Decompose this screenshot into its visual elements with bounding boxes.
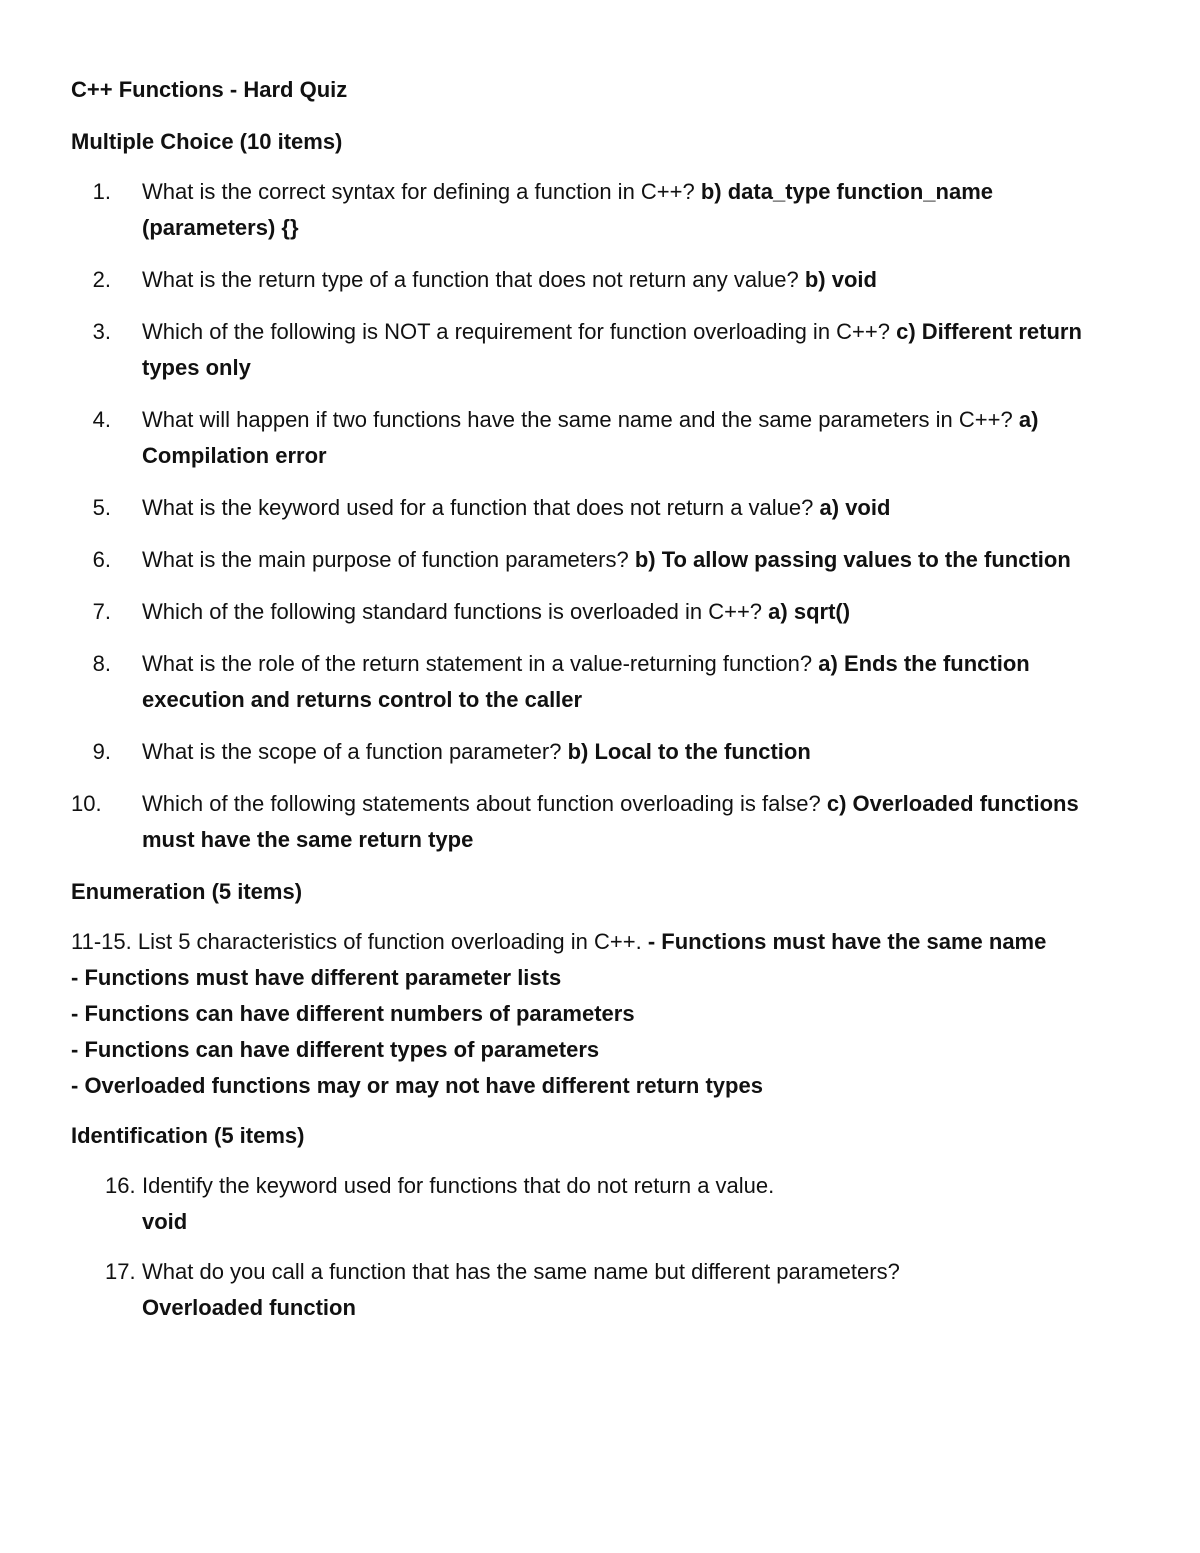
question-item: [71, 490, 1120, 526]
identification-list: [71, 1168, 1120, 1326]
question-text: Which of the following standard functions is overloaded in C++?: [142, 599, 763, 624]
question-number: 8.: [92, 651, 111, 676]
question-text: What do you call a function that has the same name but different parameters?: [142, 1259, 900, 1284]
multiple-choice-heading: Multiple Choice (10 items): [71, 129, 343, 154]
document-title: C++ Functions - Hard Quiz: [71, 77, 348, 102]
answer-text: b) void: [804, 267, 877, 292]
question-number: 1.: [92, 179, 111, 204]
multiple-choice-list: [71, 174, 1120, 858]
enumeration-answer: - Functions must have the same name: [647, 929, 1047, 954]
identification-heading: Identification (5 items): [71, 1123, 305, 1148]
question-item: [71, 594, 1120, 630]
question-number: 9.: [92, 739, 111, 764]
question-number: 17.: [105, 1259, 136, 1284]
question-text: What will happen if two functions have the same name and the same parameters in C++?: [142, 407, 1013, 432]
question-text: What is the scope of a function parameter?: [142, 739, 562, 764]
enumeration-answer: - Functions can have different numbers of parameters: [71, 1001, 635, 1026]
question-number: 5.: [92, 495, 111, 520]
enumeration-block: [71, 924, 1120, 1104]
question-item: [71, 734, 1120, 770]
question-item: [71, 786, 1120, 858]
question-item: [71, 314, 1120, 386]
answer-text: c) Overloaded functions must have the same return type: [142, 791, 1079, 852]
question-text: Which of the following is NOT a requirement for function overloading in C++?: [142, 319, 890, 344]
answer-text: b) Local to the function: [567, 739, 811, 764]
identification-item: [71, 1254, 1120, 1326]
question-number: 16.: [105, 1173, 136, 1198]
question-number: 7.: [92, 599, 111, 624]
question-number: 3.: [92, 319, 111, 344]
question-text: What is the return type of a function that does not return any value?: [142, 267, 799, 292]
identification-item: [71, 1168, 1120, 1240]
question-number: 10.: [71, 791, 102, 816]
answer-text: c) Different return types only: [142, 319, 1082, 380]
answer-text: a) void: [819, 495, 891, 520]
question-text: What is the keyword used for a function that does not return a value?: [142, 495, 814, 520]
question-number: 2.: [92, 267, 111, 292]
answer-text: a) sqrt(): [768, 599, 851, 624]
enumeration-heading: Enumeration (5 items): [71, 879, 303, 904]
answer-text: a) Ends the function execution and returns control to the caller: [142, 651, 1030, 712]
question-item: [71, 402, 1120, 474]
question-number: 4.: [92, 407, 111, 432]
question-item: [71, 646, 1120, 718]
answer-text: b) To allow passing values to the function: [634, 547, 1071, 572]
answer-text: b) data_type function_name (parameters) {}: [142, 179, 994, 240]
question-text: What is the main purpose of function parameters?: [142, 547, 629, 572]
question-item: [71, 262, 1120, 298]
enumeration-prompt: 11-15. List 5 characteristics of function overloading in C++.: [71, 929, 642, 954]
question-text: What is the role of the return statement in a value-returning function?: [142, 651, 813, 676]
question-number: 6.: [92, 547, 111, 572]
question-item: [71, 542, 1120, 578]
enumeration-answer: - Overloaded functions may or may not have different return types: [71, 1073, 763, 1098]
enumeration-answer: - Functions can have different types of parameters: [71, 1037, 600, 1062]
question-text: What is the correct syntax for defining a function in C++?: [142, 179, 695, 204]
answer-text: Overloaded function: [142, 1295, 356, 1320]
answer-text: a) Compilation error: [142, 407, 1039, 468]
question-text: Which of the following statements about function overloading is false?: [142, 791, 821, 816]
question-item: [71, 174, 1120, 246]
answer-text: void: [142, 1209, 188, 1234]
enumeration-answer: - Functions must have different parameter lists: [71, 965, 562, 990]
question-text: Identify the keyword used for functions that do not return a value.: [142, 1173, 775, 1198]
